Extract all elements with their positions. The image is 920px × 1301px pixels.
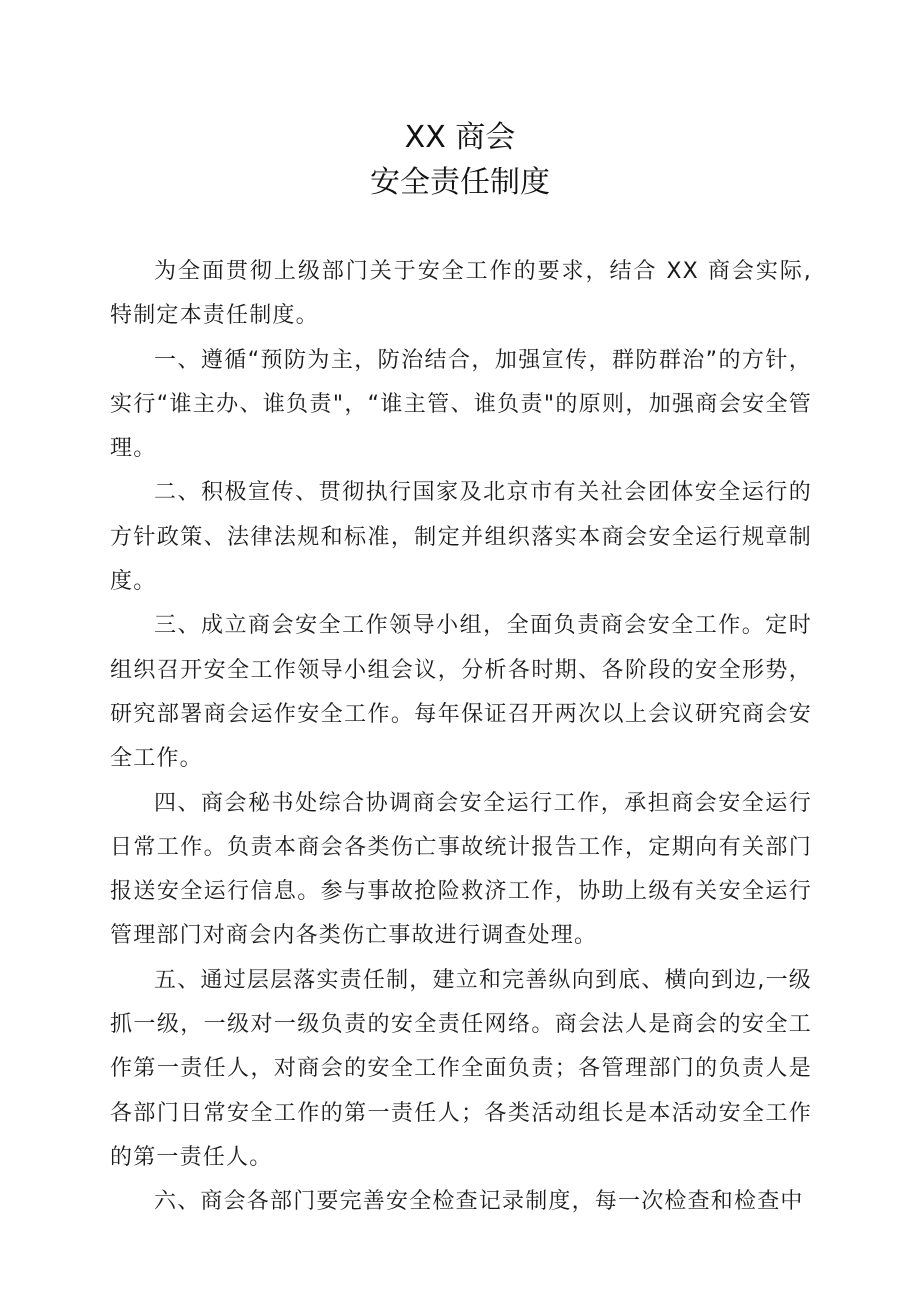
paragraph-1: 一、遵循“预防为主，防治结合，加强宣传，群防群治”的方针，实行“谁主办、谁负责"，“谁主管、谁负责"的原则，加强商会安全管理。	[110, 347, 812, 462]
paragraph-3: 三、成立商会安全工作领导小组，全面负责商会安全工作。定时组织召开安全工作领导小组会议，分析各时期、各阶段的安全形势，研究部署商会运作安全工作。每年保证召开两次以上会议研究商会安全工作。	[110, 613, 812, 772]
document-body	[110, 250, 812, 1225]
paragraph-2: 二、积极宣传、贯彻执行国家及北京市有关社会团体安全运行的方针政策、法律法规和标准，制定并组织落实本商会安全运行规章制度。	[110, 480, 812, 595]
paragraph-4: 四、商会秘书处综合协调商会安全运行工作，承担商会安全运行日常工作。负责本商会各类伤亡事故统计报告工作，定期向有关部门报送安全运行信息。参与事故抢险救济工作，协助上级有关安全运行管理部门对商会内各类伤亡事故进行调查处理。	[110, 790, 812, 949]
document-title-line1: XX 商会	[404, 120, 516, 155]
paragraph-intro: 为全面贯彻上级部门关于安全工作的要求，结合 XX 商会实际,特制定本责任制度。	[110, 259, 812, 329]
paragraph-6: 六、商会各部门要完善安全检查记录制度，每一次检查和检查中	[154, 1189, 804, 1215]
document-title-line2: 安全责任制度	[370, 165, 550, 200]
paragraph-5: 五、通过层层落实责任制，建立和完善纵向到底、横向到边,一级抓一级，一级对一级负责的安全责任网络。商会法人是商会的安全工作第一责任人，对商会的安全工作全面负责；各管理部门的负责人是各部门日常安全工作的第一责任人；各类活动组长是本活动安全工作的第一责任人。	[110, 967, 812, 1170]
